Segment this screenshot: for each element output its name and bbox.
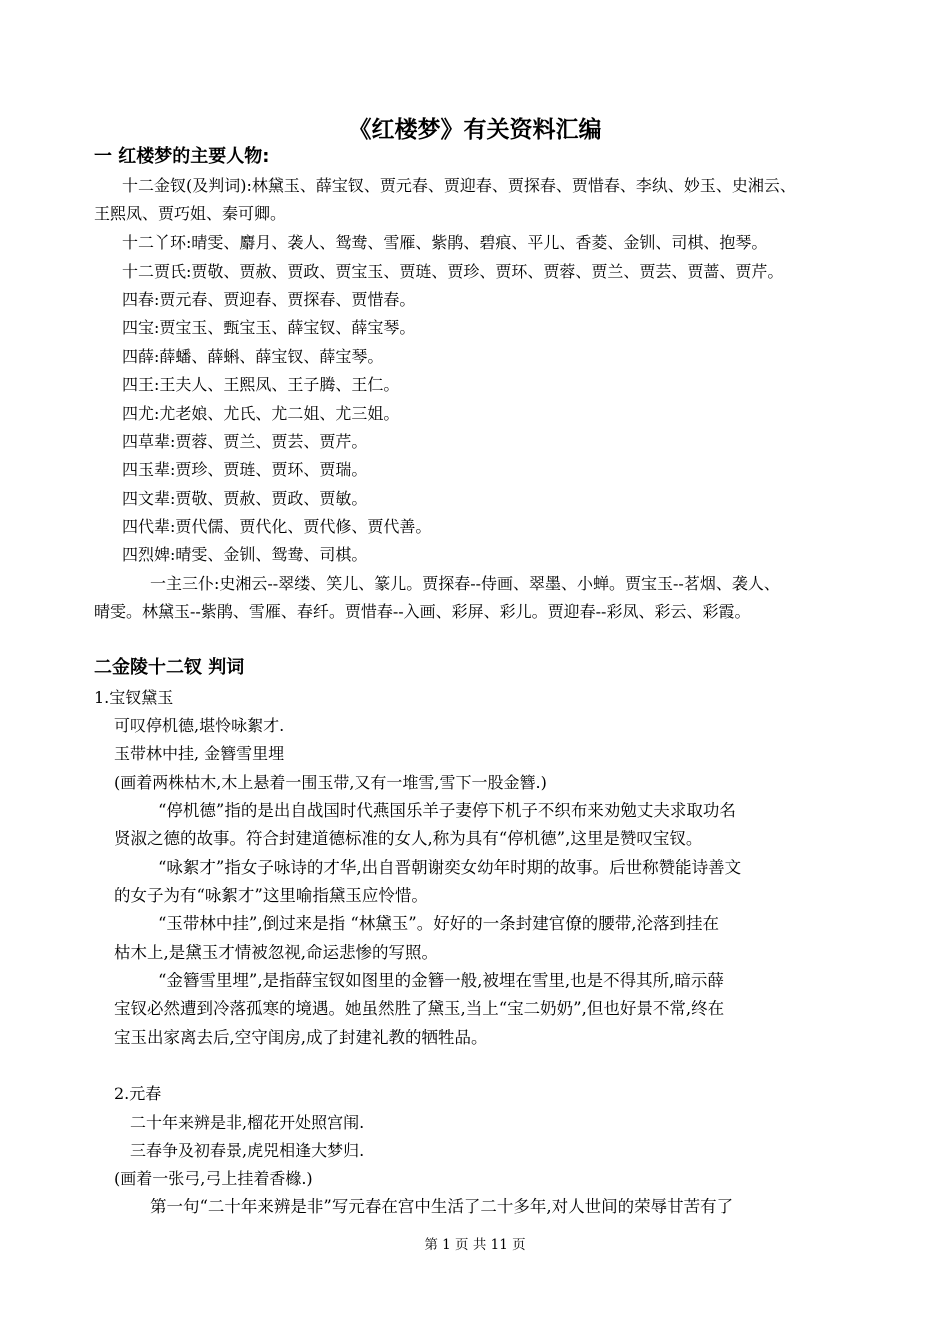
section1-heading: 一 红楼梦的主要人物:	[94, 146, 270, 167]
item2-line: (画着一张弓,弓上挂着香橼.)	[114, 1169, 313, 1188]
section1-line: 四代辈:贾代儒、贾代化、贾代修、贾代善。	[122, 517, 432, 536]
section1-line: 一主三仆:史湘云--翠缕、笑儿、篆儿。贾探春--侍画、翠墨、小蝉。贾宝玉--茗烟、袭人、	[150, 574, 780, 593]
section1-line: 四尤:尤老娘、尤氏、尤二姐、尤三姐。	[122, 404, 400, 423]
section1-line: 四宝:贾宝玉、甄宝玉、薛宝钗、薛宝琴。	[122, 318, 416, 337]
item1-line: “停机德”指的是出自战国时代燕国乐羊子妻停下机子不织布来劝勉丈夫求取功名	[158, 801, 736, 820]
section1-line: 十二贾氏:贾敬、贾赦、贾政、贾宝玉、贾琏、贾珍、贾环、贾蓉、贾兰、贾芸、贾蔷、贾芹。	[122, 262, 784, 281]
item1-line: “金簪雪里埋”,是指薛宝钗如图里的金簪一般,被埋在雪里,也是不得其所,暗示薛	[158, 971, 724, 990]
section1-line: 四玉辈:贾珍、贾琏、贾环、贾瑞。	[122, 460, 368, 479]
section1-line: 四春:贾元春、贾迎春、贾探春、贾惜春。	[122, 290, 416, 309]
item1-line: 宝钗必然遭到冷落孤寒的境遇。她虽然胜了黛玉,当上“宝二奶奶”,但也好景不常,终在	[114, 999, 725, 1018]
item1-line: 枯木上,是黛玉才情被忽视,命运悲惨的写照。	[114, 943, 438, 962]
item2-title: 2.元春	[114, 1084, 162, 1103]
item2-line: 三春争及初春景,虎兕相逢大梦归.	[130, 1141, 365, 1160]
section1-line: 晴雯。林黛玉--紫鹃、雪雁、春纤。贾惜春--入画、彩屏、彩儿。贾迎春--彩凤、彩云、彩霞。	[94, 602, 751, 621]
section1-line: 十二丫环:晴雯、麝月、袭人、鸳鸯、雪雁、紫鹃、碧痕、平儿、香菱、金钏、司棋、抱琴。	[122, 233, 768, 252]
section1-line: 四草辈:贾蓉、贾兰、贾芸、贾芹。	[122, 432, 368, 451]
document-title: 《红楼梦》有关资料汇编	[348, 117, 602, 143]
page-footer: 第 1 页 共 11 页	[424, 1237, 526, 1253]
item2-line: 二十年来辨是非,榴花开处照宫闱.	[130, 1113, 365, 1132]
item1-line: 贤淑之德的故事。符合封建道德标准的女人,称为具有“停机德”,这里是赞叹宝钗。	[114, 829, 703, 848]
item1-line: 可叹停机德,堪怜咏絮才.	[114, 716, 285, 735]
section1-line: 四烈婢:晴雯、金钏、鸳鸯、司棋。	[122, 545, 368, 564]
item1-line: (画着两株枯木,木上悬着一围玉带,又有一堆雪,雪下一股金簪.)	[114, 773, 547, 792]
item1-line: 宝玉出家离去后,空守闺房,成了封建礼教的牺牲品。	[114, 1028, 488, 1047]
item2-line: 第一句“二十年来辨是非”写元春在宫中生活了二十多年,对人世间的荣辱甘苦有了	[150, 1197, 734, 1216]
item1-line: “玉带林中挂”,倒过来是指 “林黛玉”。好好的一条封建官僚的腰带,沦落到挂在	[158, 914, 719, 933]
section2-heading: 二金陵十二钗 判词	[94, 657, 245, 678]
item1-line: “咏絮才”指女子咏诗的才华,出自晋朝谢奕女幼年时期的故事。后世称赞能诗善文	[158, 858, 742, 877]
section1-line: 四薛:薛蟠、薛蝌、薛宝钗、薛宝琴。	[122, 347, 384, 366]
item1-line: 的女子为有“咏絮才”这里喻指黛玉应怜惜。	[114, 886, 428, 905]
section1-line: 王熙凤、贾巧姐、秦可卿。	[94, 204, 287, 223]
item1-title: 1.宝钗黛玉	[94, 688, 174, 707]
section1-line: 四王:王夫人、王熙凤、王子腾、王仁。	[122, 375, 400, 394]
item1-line: 玉带林中挂, 金簪雪里埋	[114, 744, 285, 763]
section1-line: 十二金钗(及判词):林黛玉、薛宝钗、贾元春、贾迎春、贾探春、贾惜春、李纨、妙玉、史湘云、	[122, 176, 796, 195]
section1-line: 四文辈:贾敬、贾赦、贾政、贾敏。	[122, 489, 368, 508]
